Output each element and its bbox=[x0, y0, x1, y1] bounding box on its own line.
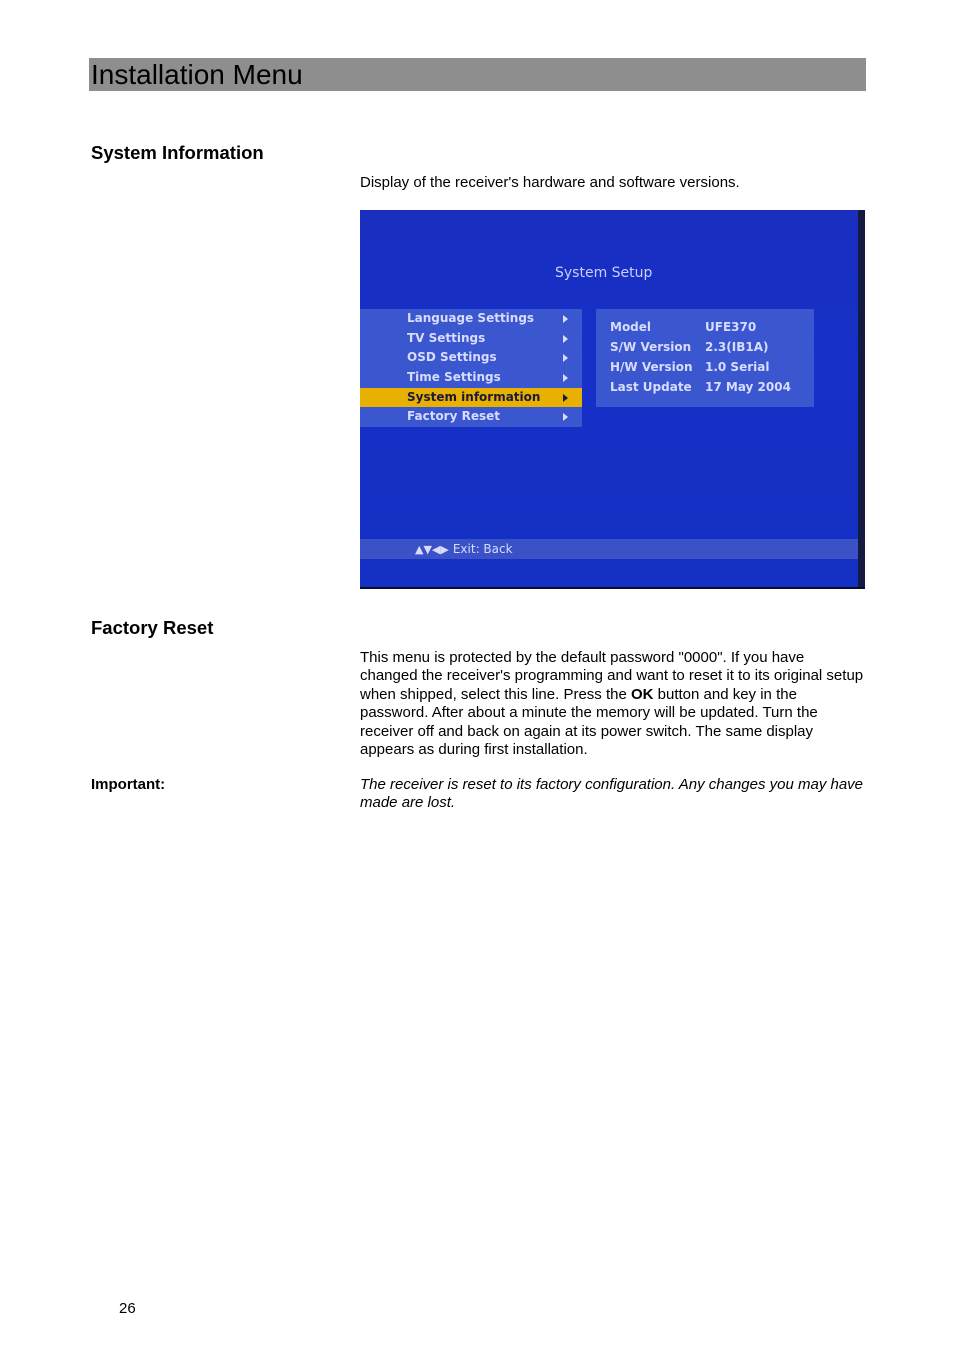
info-value: UFE370 bbox=[705, 320, 757, 334]
tv-menu-item-label: Time Settings bbox=[407, 370, 501, 385]
page-number: 26 bbox=[119, 1300, 136, 1317]
tv-screenshot bbox=[360, 210, 865, 589]
arrow-right-icon bbox=[563, 394, 568, 402]
info-value: 1.0 Serial bbox=[705, 360, 770, 374]
navigation-arrows-icon: ▲▼◀▶ bbox=[415, 543, 449, 556]
ok-button-reference: OK bbox=[630, 685, 654, 703]
tv-frame-edge bbox=[858, 210, 865, 589]
important-label: Important: bbox=[91, 776, 166, 793]
info-value: 2.3(IB1A) bbox=[705, 340, 769, 354]
tv-menu-item-osd bbox=[360, 348, 582, 368]
tv-menu-item-system-information bbox=[360, 388, 582, 408]
tv-menu-item-label: Language Settings bbox=[407, 311, 535, 325]
info-row-sw-version bbox=[610, 340, 768, 354]
factory-reset-heading: Factory Reset bbox=[91, 617, 214, 638]
tv-menu-item-label: TV Settings bbox=[407, 330, 486, 345]
info-label: Model bbox=[610, 320, 652, 334]
info-label: S/W Version bbox=[610, 340, 692, 354]
info-label: H/W Version bbox=[610, 360, 693, 374]
info-row-hw-version bbox=[610, 360, 769, 374]
arrow-right-icon bbox=[563, 374, 568, 382]
chapter-header-bar bbox=[89, 58, 866, 91]
tv-screen-title: System Setup bbox=[555, 265, 653, 281]
tv-menu-item-language bbox=[360, 309, 582, 329]
tv-footer-hint bbox=[415, 539, 513, 560]
tv-footer-bar bbox=[360, 539, 858, 559]
important-note: The receiver is reset to its factory configuration. Any changes you may have made are lost. bbox=[360, 776, 864, 812]
tv-menu-item-label: OSD Settings bbox=[407, 350, 497, 365]
tv-menu-item-label: Factory Reset bbox=[407, 409, 500, 424]
arrow-right-icon bbox=[563, 354, 568, 362]
tv-menu bbox=[360, 309, 582, 427]
factory-reset-text-part2: button and key in the password. After about a minute the memory will be updated. Turn the receiver off and back on again at its power switch. The same display appears as during first installation. bbox=[360, 685, 818, 759]
tv-menu-item-label: System information bbox=[407, 389, 541, 404]
factory-reset-text-part1: This menu is protected by the default password "0000". If you have changed the receiver's programming and want to reset it to its original setup when shipped, select this line. Press the bbox=[360, 649, 864, 703]
info-label: Last Update bbox=[610, 380, 692, 394]
tv-menu-item-factory-reset bbox=[360, 407, 582, 427]
arrow-right-icon bbox=[563, 413, 568, 421]
factory-reset-paragraph bbox=[360, 649, 865, 759]
arrow-right-icon bbox=[563, 335, 568, 343]
info-row-model bbox=[610, 320, 756, 334]
arrow-right-icon bbox=[563, 315, 568, 323]
system-information-heading: System Information bbox=[91, 142, 264, 163]
info-value: 17 May 2004 bbox=[705, 380, 791, 394]
system-information-description: Display of the receiver's hardware and software versions. bbox=[360, 174, 740, 191]
info-row-last-update bbox=[610, 380, 791, 394]
tv-footer-label: Exit: Back bbox=[452, 542, 513, 556]
tv-frame-edge bbox=[360, 587, 865, 589]
tv-menu-item-tv bbox=[360, 329, 582, 349]
tv-menu-item-time bbox=[360, 368, 582, 388]
tv-system-info-panel bbox=[596, 309, 814, 407]
chapter-title: Installation Menu bbox=[91, 59, 303, 90]
